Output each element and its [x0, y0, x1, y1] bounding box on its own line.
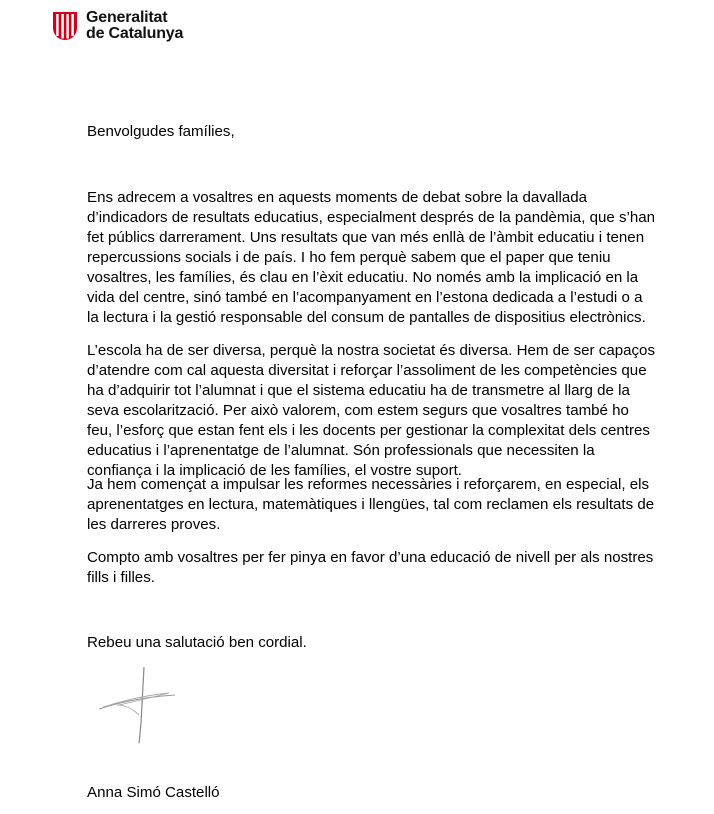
paragraph-1 [87, 188, 687, 328]
paragraph-line: ha d’adquirir tot l’alumnat i que el sistema educatiu ha de transmetre al llarg de la [87, 382, 630, 399]
greeting: Benvolgudes famílies, [87, 123, 235, 140]
signer-name: Anna Simó Castelló [87, 784, 220, 801]
logo-wordmark [86, 10, 183, 42]
paragraph-2 [87, 341, 687, 481]
logo-line-2: de Catalunya [86, 25, 184, 42]
paragraph-line: seva escolarització. Per això valorem, com estem segurs que vosaltres també ho [87, 402, 629, 419]
handwritten-signature-icon [97, 665, 187, 745]
logo-line-1: Generalitat [86, 9, 168, 26]
paragraph-line: aprenentatges en lectura, matemàtiques i llengües, tal com reclamen els resultats de [87, 496, 655, 513]
paragraph-line: fet públics darrerament. Uns resultats que van més enllà de l’àmbit educatiu i tenen [87, 229, 645, 246]
paragraph-line: repercussions socials i de país. I ho fem perquè sabem que el paper que teniu [87, 249, 611, 266]
paragraph-line: vida del centre, sinó també en l’acompanyament en l’estona dedicada a l’estudi o a [87, 289, 643, 306]
generalitat-logo [52, 10, 183, 42]
paragraph-line: Ja hem començat a impulsar les reformes necessàries i reforçarem, en especial, els [87, 476, 650, 493]
paragraph-4 [87, 548, 687, 588]
paragraph-line: educatius i l’aprenentatge de l’alumnat. Són professionals que necessiten la [87, 442, 595, 459]
paragraph-line: vosaltres, les famílies, és clau en l’èxit educatiu. No només amb la implicació en la [87, 269, 639, 286]
paragraph-line: confiança i la implicació de les famílies, el vostre suport. [87, 462, 462, 479]
paragraph-line: feu, l’esforç que estan fent els i les docents per gestionar la complexitat dels centres [87, 422, 650, 439]
paragraph-3 [87, 475, 687, 535]
paragraph-line: les darreres proves. [87, 516, 221, 533]
paragraph-line: Ens adrecem a vosaltres en aquests moments de debat sobre la davallada [87, 189, 588, 206]
paragraph-line: la lectura i la gestió responsable del consum de pantalles de dispositius electrònics. [87, 309, 646, 326]
paragraph-line: L’escola ha de ser diversa, perquè la nostra societat és diversa. Hem de ser capaços [87, 342, 655, 359]
closing-salutation: Rebeu una salutació ben cordial. [87, 634, 307, 651]
paragraph-line: Compto amb vosaltres per fer pinya en favor d’una educació de nivell per als nostres [87, 549, 654, 566]
paragraph-line: fills i filles. [87, 569, 155, 586]
senyera-shield-icon [52, 11, 78, 41]
paragraph-line: d’indicadors de resultats educatius, especialment després de la pandèmia, que s’han [87, 209, 656, 226]
paragraph-line: d’atendre com cal aquesta diversitat i reforçar l’assoliment de les competències que [87, 362, 647, 379]
